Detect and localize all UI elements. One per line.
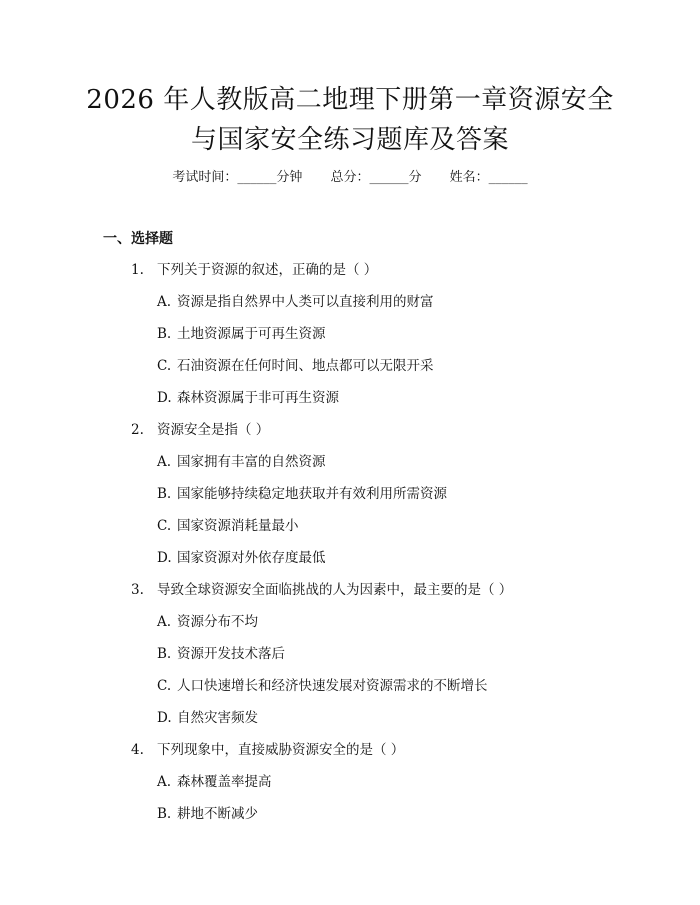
option-letter: A. [157,614,172,630]
option-letter: D. [157,710,172,726]
option-text: 人口快速增长和经济快速发展对资源需求的不断增长 [177,678,488,694]
option-letter: B. [157,806,172,822]
total-score-field: 总分：______分 [330,170,422,185]
question-1-option-d [157,388,339,408]
student-name-field: 姓名：______ [449,170,528,185]
document-title-line-1: 2026 年人教版高二地理下册第一章资源安全 [86,85,614,115]
document-title-line-2: 与国家安全练习题库及答案 [190,125,509,155]
question-3-option-d [157,708,258,728]
question-2-option-d [157,548,326,568]
option-text: 森林资源属于非可再生资源 [177,390,339,406]
question-2 [131,420,269,440]
option-text: 资源是指自然界中人类可以直接利用的财富 [177,294,434,310]
question-text: 下列现象中，直接威胁资源安全的是（ ） [157,742,405,758]
question-1-option-c [157,356,434,376]
question-text: 资源安全是指（ ） [157,422,270,438]
question-4 [131,740,404,760]
option-text: 资源分布不均 [177,614,258,630]
option-text: 国家资源对外依存度最低 [177,550,326,566]
option-text: 国家能够持续稳定地获取并有效利用所需资源 [177,486,447,502]
option-letter: C. [157,678,172,694]
option-letter: D. [157,550,172,566]
question-4-option-a [157,772,272,792]
question-1-option-b [157,324,326,344]
question-3 [131,580,512,600]
option-text: 国家资源消耗量最小 [177,518,299,534]
exam-info [0,168,700,188]
question-1-option-a [157,292,434,312]
question-1 [131,260,377,280]
question-2-option-c [157,516,299,536]
question-number: 2. [131,422,144,438]
question-text: 下列关于资源的叙述，正确的是（ ） [157,262,378,278]
question-2-option-a [157,452,326,472]
question-number: 3. [131,582,144,598]
option-letter: A. [157,454,172,470]
option-letter: A. [157,774,172,790]
option-text: 国家拥有丰富的自然资源 [177,454,326,470]
question-number: 4. [131,742,144,758]
option-letter: A. [157,294,172,310]
question-4-option-b [157,804,258,824]
option-letter: D. [157,390,172,406]
question-3-option-c [157,676,488,696]
question-number: 1. [131,262,144,278]
option-text: 耕地不断减少 [177,806,258,822]
option-text: 石油资源在任何时间、地点都可以无限开采 [177,358,434,374]
option-text: 土地资源属于可再生资源 [177,326,326,342]
exam-time-field: 考试时间：______分钟 [172,170,303,185]
option-letter: B. [157,486,172,502]
section-heading: 一、选择题 [103,231,173,247]
option-letter: C. [157,518,172,534]
question-3-option-b [157,644,285,664]
question-3-option-a [157,612,258,632]
option-text: 资源开发技术落后 [177,646,285,662]
option-letter: B. [157,646,172,662]
question-2-option-b [157,484,447,504]
question-text: 导致全球资源安全面临挑战的人为因素中，最主要的是（ ） [157,582,513,598]
option-letter: B. [157,326,172,342]
option-letter: C. [157,358,172,374]
option-text: 森林覆盖率提高 [177,774,272,790]
option-text: 自然灾害频发 [177,710,258,726]
